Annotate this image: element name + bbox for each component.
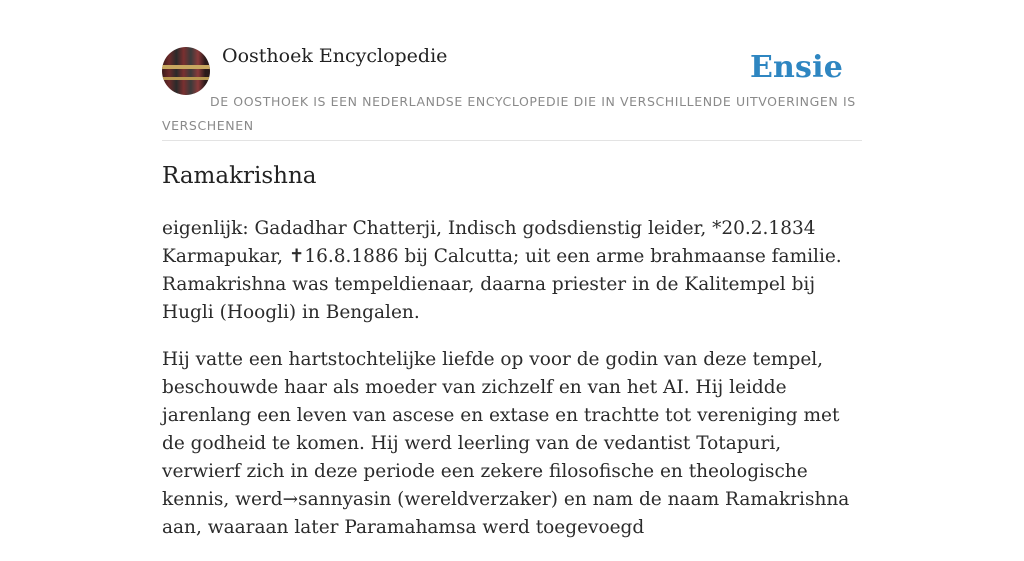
- article-paragraph: Hij vatte een hartstochtelijke liefde op voor de godin van deze tempel, beschouwde haar als moeder van zichzelf en van het AI. Hij leidde jarenlang een leven van ascese en extase en trachtte tot vereniging met de godheid te komen. Hij werd leerling van de vedantist Totapuri, verwierf zich in deze periode een zekere filosofische en theologische kennis, werd→sannyasin (wereldverzaker) en nam de naam Ramakrishna aan, waaraan later Paramahamsa werd toegevoegd: [162, 349, 850, 538]
- site-header: [162, 0, 862, 141]
- site-title[interactable]: Oosthoek Encyclopedie: [222, 45, 448, 67]
- page-container: [162, 0, 862, 538]
- article-paragraph: eigenlijk: Gadadhar Chatterji, Indisch godsdienstig leider, *20.2.1834 Karmapukar, ✝16.8.1886 bij Calcutta; uit een arme brahmaanse familie. Ramakrishna was tempeldienaar, daarna priester in de Kalitempel bij Hugli (Hoogli) in Bengalen.: [162, 218, 842, 323]
- site-avatar[interactable]: [162, 47, 210, 95]
- article-body: [162, 215, 862, 561]
- site-tagline: DE OOSTHOEK IS EEN NEDERLANDSE ENCYCLOPEDIE DIE IN VERSCHILLENDE UITVOERINGEN IS VERSCHENEN: [162, 94, 856, 133]
- brand-logo[interactable]: Ensie: [749, 50, 843, 85]
- article-title: Ramakrishna: [162, 163, 317, 189]
